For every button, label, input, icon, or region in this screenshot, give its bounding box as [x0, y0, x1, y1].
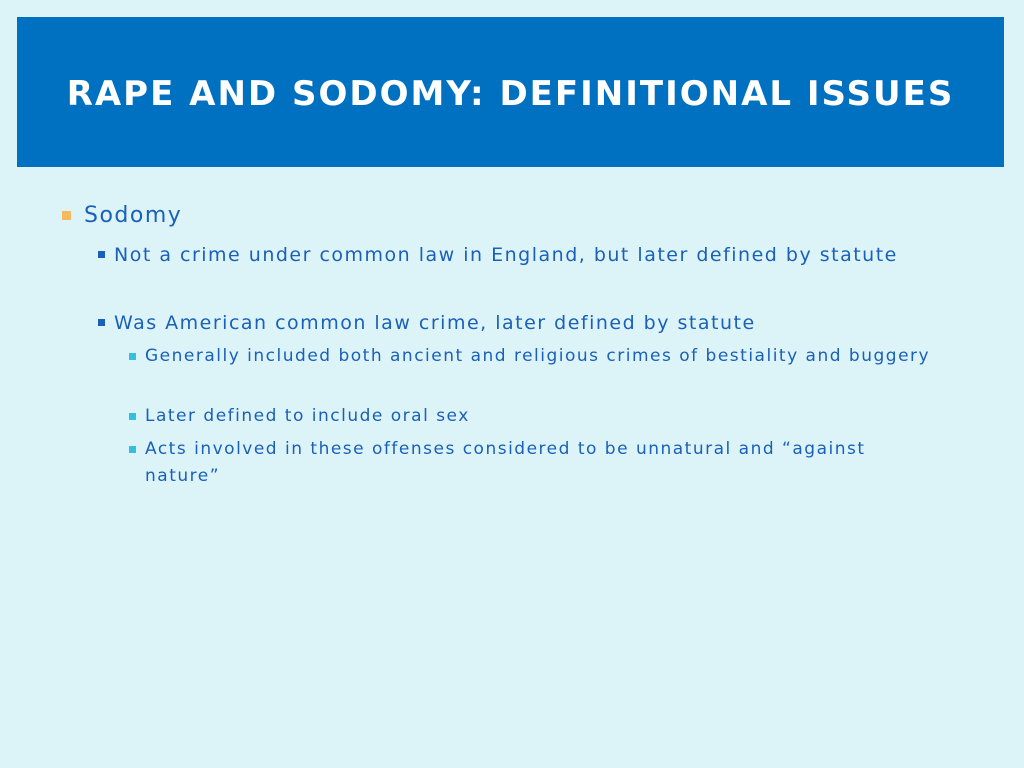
square-bullet-icon [98, 319, 105, 326]
slide-title: RAPE AND SODOMY: DEFINITIONAL ISSUES [66, 74, 955, 114]
square-bullet-icon [129, 353, 136, 360]
square-bullet-icon [98, 251, 105, 258]
square-bullet-icon [129, 413, 136, 420]
sub-bullet-american [114, 308, 914, 338]
sub-bullet-england [114, 240, 914, 270]
sub-sub-bullet-oral-sex [145, 403, 945, 430]
bullet-text: Sodomy [84, 203, 183, 228]
bullet-text: Acts involved in these offenses considered to be unnatural and “against nature” [145, 439, 866, 486]
bullet-text: Later defined to include oral sex [145, 406, 470, 426]
sub-sub-bullet-against-nature [145, 436, 945, 490]
bullet-text: Was American common law crime, later defined by statute [114, 312, 756, 334]
bullet-text: Not a crime under common law in England, but later defined by statute [114, 244, 898, 266]
bullet-sodomy [84, 202, 182, 230]
sub-sub-bullet-bestiality [145, 343, 945, 370]
bullet-text: Generally included both ancient and religious crimes of bestiality and buggery [145, 346, 931, 366]
square-bullet-icon [62, 211, 71, 220]
square-bullet-icon [129, 446, 136, 453]
